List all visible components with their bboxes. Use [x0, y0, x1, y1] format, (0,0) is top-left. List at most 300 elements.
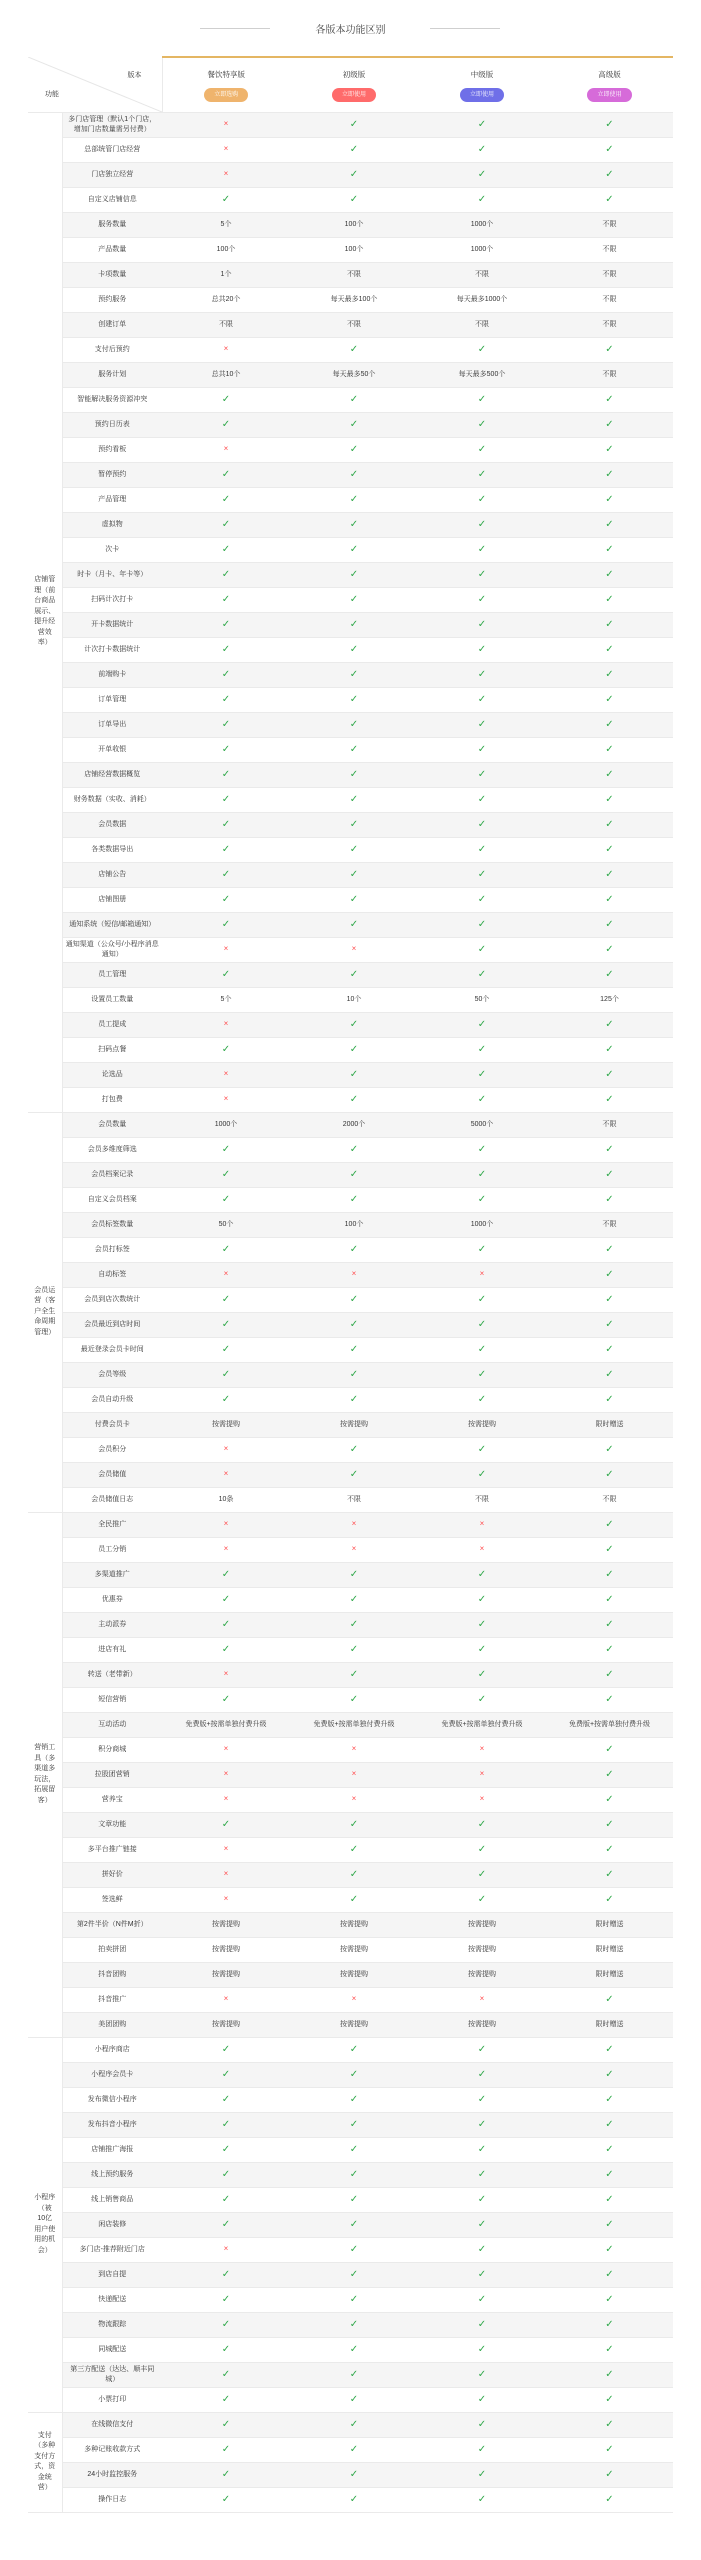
check-icon: ✓: [546, 862, 673, 887]
feature-name: 会员最近到店时间: [62, 1312, 162, 1337]
table-row: [28, 2462, 673, 2487]
cross-icon: ×: [162, 1262, 290, 1287]
feature-name: 多平台推广链接: [62, 1837, 162, 1862]
table-row: [28, 2437, 673, 2462]
cross-icon: ×: [162, 1537, 290, 1562]
table-row: [28, 1012, 673, 1037]
feature-name: 闲店装修: [62, 2212, 162, 2237]
use-button[interactable]: 立即使用: [587, 88, 631, 102]
feature-name: 总部统管门店经营: [62, 137, 162, 162]
check-icon: ✓: [418, 712, 546, 737]
cross-icon: ×: [162, 337, 290, 362]
table-row: [28, 1337, 673, 1362]
check-icon: ✓: [290, 1237, 418, 1262]
feature-name: 发布微信小程序: [62, 2087, 162, 2112]
check-icon: ✓: [162, 2262, 290, 2287]
check-icon: ✓: [162, 2287, 290, 2312]
feature-name: 会员储值日志: [62, 1487, 162, 1512]
feature-name: 小票打印: [62, 2387, 162, 2412]
table-row: [28, 912, 673, 937]
table-row: [28, 1537, 673, 1562]
check-icon: ✓: [418, 2062, 546, 2087]
table-row: [28, 662, 673, 687]
check-icon: ✓: [418, 2362, 546, 2387]
table-row: [28, 1662, 673, 1687]
check-icon: ✓: [418, 1462, 546, 1487]
feature-name: 通知系统（短信/邮箱通知）: [62, 912, 162, 937]
cross-icon: ×: [418, 1762, 546, 1787]
value-cell: 每天最多100个: [290, 287, 418, 312]
feature-name: 主动派券: [62, 1612, 162, 1637]
check-icon: ✓: [418, 612, 546, 637]
check-icon: ✓: [546, 437, 673, 462]
check-icon: ✓: [418, 1337, 546, 1362]
feature-name: 付费会员卡: [62, 1412, 162, 1437]
value-cell: 按需提购: [290, 1912, 418, 1937]
check-icon: ✓: [546, 162, 673, 187]
check-icon: ✓: [162, 1362, 290, 1387]
check-icon: ✓: [290, 137, 418, 162]
check-icon: ✓: [546, 1562, 673, 1587]
check-icon: ✓: [290, 2437, 418, 2462]
value-cell: 按需提购: [418, 1912, 546, 1937]
feature-name: 多门店-推荐附近门店: [62, 2237, 162, 2262]
table-row: [28, 237, 673, 262]
check-icon: ✓: [546, 387, 673, 412]
check-icon: ✓: [546, 662, 673, 687]
check-icon: ✓: [546, 887, 673, 912]
cross-icon: ×: [290, 1737, 418, 1762]
check-icon: ✓: [162, 587, 290, 612]
check-icon: ✓: [546, 2437, 673, 2462]
table-row: [28, 287, 673, 312]
value-cell: 不限: [546, 1112, 673, 1137]
feature-name: 财务数据（实收、消耗）: [62, 787, 162, 812]
table-row: [28, 2112, 673, 2137]
value-cell: 不限: [418, 312, 546, 337]
value-cell: 限时赠送: [546, 1412, 673, 1437]
check-icon: ✓: [418, 1662, 546, 1687]
check-icon: ✓: [290, 1162, 418, 1187]
check-icon: ✓: [290, 2387, 418, 2412]
check-icon: ✓: [290, 637, 418, 662]
check-icon: ✓: [290, 962, 418, 987]
check-icon: ✓: [290, 737, 418, 762]
cross-icon: ×: [162, 1437, 290, 1462]
feature-name: 服务计划: [62, 362, 162, 387]
check-icon: ✓: [546, 687, 673, 712]
check-icon: ✓: [546, 1387, 673, 1412]
feature-name: 通知渠道（公众号/小程序消息通知）: [62, 937, 162, 962]
check-icon: ✓: [546, 1887, 673, 1912]
check-icon: ✓: [418, 2087, 546, 2112]
table-row: [28, 1462, 673, 1487]
feature-name: 创建订单: [62, 312, 162, 337]
value-cell: 125个: [546, 987, 673, 1012]
table-row: [28, 1487, 673, 1512]
buy-button[interactable]: 立即选购: [204, 88, 248, 102]
table-row: [28, 612, 673, 637]
value-cell: 按需提购: [162, 1962, 290, 1987]
table-row: [28, 862, 673, 887]
cross-icon: ×: [418, 1512, 546, 1537]
value-cell: 总共10个: [162, 362, 290, 387]
check-icon: ✓: [418, 2137, 546, 2162]
feature-name: 到店自提: [62, 2262, 162, 2287]
table-row: [28, 1862, 673, 1887]
table-row: [28, 1062, 673, 1087]
table-row: [28, 2362, 673, 2387]
feature-name: 智能解决服务资源冲突: [62, 387, 162, 412]
check-icon: ✓: [290, 1612, 418, 1637]
check-icon: ✓: [546, 1812, 673, 1837]
feature-name: 门店独立经营: [62, 162, 162, 187]
value-cell: 按需提购: [418, 1962, 546, 1987]
value-cell: 限时赠送: [546, 1962, 673, 1987]
feature-name: 会员数量: [62, 1112, 162, 1137]
table-body: [28, 112, 673, 2512]
check-icon: ✓: [418, 137, 546, 162]
plan-name: 中级版: [470, 69, 494, 79]
feature-name: 暂停预约: [62, 462, 162, 487]
feature-name: 多渠道推广: [62, 1562, 162, 1587]
table-row: [28, 362, 673, 387]
table-row: [28, 1262, 673, 1287]
value-cell: 免费版+按需单独付费升级: [162, 1712, 290, 1737]
table-row: [28, 1287, 673, 1312]
table-row: [28, 587, 673, 612]
cross-icon: ×: [290, 1512, 418, 1537]
check-icon: ✓: [418, 1687, 546, 1712]
check-icon: ✓: [162, 1812, 290, 1837]
check-icon: ✓: [290, 1862, 418, 1887]
feature-name: 订单导出: [62, 712, 162, 737]
check-icon: ✓: [418, 2112, 546, 2137]
check-icon: ✓: [290, 2462, 418, 2487]
check-icon: ✓: [162, 812, 290, 837]
cross-icon: ×: [290, 937, 418, 962]
value-cell: 按需提购: [162, 1937, 290, 1962]
table-row: [28, 1837, 673, 1862]
check-icon: ✓: [546, 2137, 673, 2162]
check-icon: ✓: [290, 512, 418, 537]
check-icon: ✓: [290, 2212, 418, 2237]
value-cell: 5个: [162, 212, 290, 237]
check-icon: ✓: [546, 187, 673, 212]
check-icon: ✓: [162, 787, 290, 812]
check-icon: ✓: [290, 762, 418, 787]
check-icon: ✓: [290, 1437, 418, 1462]
check-icon: ✓: [546, 837, 673, 862]
cross-icon: ×: [290, 1787, 418, 1812]
table-row: [28, 737, 673, 762]
check-icon: ✓: [418, 187, 546, 212]
check-icon: ✓: [546, 1762, 673, 1787]
cross-icon: ×: [162, 2237, 290, 2262]
value-cell: 限时赠送: [546, 1912, 673, 1937]
cross-icon: ×: [162, 1062, 290, 1087]
table-row: [28, 887, 673, 912]
feature-name: 预约日历表: [62, 412, 162, 437]
check-icon: ✓: [290, 412, 418, 437]
check-icon: ✓: [162, 1162, 290, 1187]
table-row: [28, 162, 673, 187]
table-row: [28, 962, 673, 987]
check-icon: ✓: [546, 512, 673, 537]
table-row: [28, 137, 673, 162]
feature-name: 论选品: [62, 1062, 162, 1087]
table-row: [28, 1237, 673, 1262]
check-icon: ✓: [162, 187, 290, 212]
table-row: [28, 2487, 673, 2512]
check-icon: ✓: [546, 2037, 673, 2062]
feature-name: 自动标签: [62, 1262, 162, 1287]
value-cell: 100个: [290, 1212, 418, 1237]
feature-name: 会员标签数量: [62, 1212, 162, 1237]
check-icon: ✓: [162, 2212, 290, 2237]
table-row: [28, 1562, 673, 1587]
table-row: [28, 1512, 673, 1537]
feature-name: 计次打卡数据统计: [62, 637, 162, 662]
check-icon: ✓: [290, 387, 418, 412]
check-icon: ✓: [290, 1287, 418, 1312]
check-icon: ✓: [162, 2137, 290, 2162]
table-row: [28, 2212, 673, 2237]
value-cell: 50个: [162, 1212, 290, 1237]
feature-name: 优惠券: [62, 1587, 162, 1612]
table-row: [28, 537, 673, 562]
check-icon: ✓: [418, 2437, 546, 2462]
use-button[interactable]: 立即使用: [460, 88, 504, 102]
check-icon: ✓: [546, 937, 673, 962]
feature-name: 会员储值: [62, 1462, 162, 1487]
feature-name: 操作日志: [62, 2487, 162, 2512]
value-cell: 不限: [290, 262, 418, 287]
feature-name: 虚拟物: [62, 512, 162, 537]
check-icon: ✓: [418, 2387, 546, 2412]
value-cell: 按需提购: [162, 1412, 290, 1437]
value-cell: 按需提购: [418, 2012, 546, 2037]
feature-name: 多种记账收款方式: [62, 2437, 162, 2462]
check-icon: ✓: [546, 1262, 673, 1287]
table-row: [28, 337, 673, 362]
value-cell: 不限: [546, 312, 673, 337]
value-cell: 100个: [162, 237, 290, 262]
value-cell: 每天最多500个: [418, 362, 546, 387]
table-row: [28, 712, 673, 737]
value-cell: 1000个: [418, 1212, 546, 1237]
plan-header-0: [162, 57, 290, 112]
table-row: [28, 1387, 673, 1412]
value-cell: 总共20个: [162, 287, 290, 312]
feature-name: 会员等级: [62, 1362, 162, 1387]
feature-name: 抖音推广: [62, 1987, 162, 2012]
feature-name: 会员数据: [62, 812, 162, 837]
check-icon: ✓: [546, 1012, 673, 1037]
check-icon: ✓: [546, 912, 673, 937]
check-icon: ✓: [418, 1637, 546, 1662]
value-cell: 按需提购: [418, 1412, 546, 1437]
check-icon: ✓: [546, 1537, 673, 1562]
check-icon: ✓: [290, 1312, 418, 1337]
table-row: [28, 1712, 673, 1737]
table-row: [28, 312, 673, 337]
check-icon: ✓: [290, 1362, 418, 1387]
table-row: [28, 187, 673, 212]
feature-name: 多门店管理（默认1个门店，增加门店数量需另付费）: [62, 112, 162, 137]
check-icon: ✓: [546, 1237, 673, 1262]
value-cell: 不限: [546, 262, 673, 287]
feature-name: 开卡数据统计: [62, 612, 162, 637]
check-icon: ✓: [290, 862, 418, 887]
feature-name: 会员打标签: [62, 1237, 162, 1262]
cross-icon: ×: [162, 1987, 290, 2012]
check-icon: ✓: [546, 2337, 673, 2362]
check-icon: ✓: [290, 562, 418, 587]
check-icon: ✓: [418, 1187, 546, 1212]
feature-name: 会员多维度筛选: [62, 1137, 162, 1162]
table-row: [28, 1787, 673, 1812]
feature-name: 时卡（月卡、年卡等）: [62, 562, 162, 587]
check-icon: ✓: [162, 512, 290, 537]
check-icon: ✓: [418, 1237, 546, 1262]
plan-header-3: [546, 57, 673, 112]
value-cell: 按需提购: [290, 2012, 418, 2037]
feature-name: 店铺经营数据概览: [62, 762, 162, 787]
feature-name: 小程序会员卡: [62, 2062, 162, 2087]
check-icon: ✓: [418, 337, 546, 362]
corner-diagonal: [28, 57, 162, 112]
table-row: [28, 787, 673, 812]
check-icon: ✓: [418, 512, 546, 537]
cross-icon: ×: [162, 1737, 290, 1762]
feature-name: 预约服务: [62, 287, 162, 312]
table-row: [28, 262, 673, 287]
value-cell: 每天最多50个: [290, 362, 418, 387]
check-icon: ✓: [418, 1862, 546, 1887]
cross-icon: ×: [162, 137, 290, 162]
table-row: [28, 212, 673, 237]
check-icon: ✓: [418, 112, 546, 137]
check-icon: ✓: [418, 1837, 546, 1862]
check-icon: ✓: [546, 337, 673, 362]
feature-name: 线上预约服务: [62, 2162, 162, 2187]
value-cell: 限时赠送: [546, 1937, 673, 1962]
check-icon: ✓: [290, 662, 418, 687]
value-cell: 5000个: [418, 1112, 546, 1137]
feature-name: 打包费: [62, 1087, 162, 1112]
feature-name: 扫码计次打卡: [62, 587, 162, 612]
check-icon: ✓: [546, 2412, 673, 2437]
feature-name: 店铺图册: [62, 887, 162, 912]
cross-icon: ×: [162, 1662, 290, 1687]
table-header-row: [28, 57, 673, 112]
table-row: [28, 562, 673, 587]
check-icon: ✓: [290, 1337, 418, 1362]
check-icon: ✓: [418, 2487, 546, 2512]
check-icon: ✓: [162, 2037, 290, 2062]
check-icon: ✓: [162, 1187, 290, 1212]
check-icon: ✓: [290, 1662, 418, 1687]
check-icon: ✓: [418, 687, 546, 712]
check-icon: ✓: [290, 1062, 418, 1087]
value-cell: 50个: [418, 987, 546, 1012]
table-row: [28, 512, 673, 537]
check-icon: ✓: [418, 962, 546, 987]
check-icon: ✓: [418, 837, 546, 862]
plan-name: 餐饮特享版: [207, 69, 245, 79]
value-cell: 限时赠送: [546, 2012, 673, 2037]
check-icon: ✓: [418, 1587, 546, 1612]
value-cell: 不限: [546, 237, 673, 262]
check-icon: ✓: [290, 2312, 418, 2337]
feature-name: 快递配送: [62, 2287, 162, 2312]
check-icon: ✓: [546, 1987, 673, 2012]
check-icon: ✓: [290, 1687, 418, 1712]
check-icon: ✓: [418, 162, 546, 187]
check-icon: ✓: [162, 387, 290, 412]
check-icon: ✓: [546, 587, 673, 612]
check-icon: ✓: [290, 1587, 418, 1612]
check-icon: ✓: [546, 1037, 673, 1062]
check-icon: ✓: [290, 187, 418, 212]
check-icon: ✓: [162, 762, 290, 787]
cross-icon: ×: [162, 437, 290, 462]
check-icon: ✓: [162, 2312, 290, 2337]
check-icon: ✓: [546, 2312, 673, 2337]
table-row: [28, 1887, 673, 1912]
check-icon: ✓: [546, 1062, 673, 1087]
feature-name: 设置员工数量: [62, 987, 162, 1012]
check-icon: ✓: [290, 687, 418, 712]
table-row: [28, 2412, 673, 2437]
check-icon: ✓: [162, 862, 290, 887]
use-button[interactable]: 立即使用: [332, 88, 376, 102]
feature-name: 会员积分: [62, 1437, 162, 1462]
feature-name: 员工分销: [62, 1537, 162, 1562]
check-icon: ✓: [546, 2237, 673, 2262]
check-icon: ✓: [162, 1637, 290, 1662]
check-icon: ✓: [290, 2112, 418, 2137]
value-cell: 免费版+按需单独付费升级: [546, 1712, 673, 1737]
check-icon: ✓: [290, 2037, 418, 2062]
cross-icon: ×: [418, 1262, 546, 1287]
check-icon: ✓: [418, 662, 546, 687]
check-icon: ✓: [162, 637, 290, 662]
check-icon: ✓: [162, 662, 290, 687]
check-icon: ✓: [546, 737, 673, 762]
check-icon: ✓: [546, 1587, 673, 1612]
check-icon: ✓: [546, 2062, 673, 2087]
check-icon: ✓: [418, 637, 546, 662]
check-icon: ✓: [418, 1037, 546, 1062]
check-icon: ✓: [162, 887, 290, 912]
value-cell: 不限: [546, 287, 673, 312]
check-icon: ✓: [418, 1287, 546, 1312]
value-cell: 按需提购: [162, 2012, 290, 2037]
check-icon: ✓: [546, 2087, 673, 2112]
value-cell: 不限: [546, 1487, 673, 1512]
check-icon: ✓: [290, 2187, 418, 2212]
feature-name: 员工管理: [62, 962, 162, 987]
check-icon: ✓: [546, 1662, 673, 1687]
value-cell: 不限: [546, 1212, 673, 1237]
feature-name: 支付后预约: [62, 337, 162, 362]
check-icon: ✓: [290, 587, 418, 612]
cross-icon: ×: [418, 1787, 546, 1812]
check-icon: ✓: [546, 612, 673, 637]
table-row: [28, 1112, 673, 1137]
